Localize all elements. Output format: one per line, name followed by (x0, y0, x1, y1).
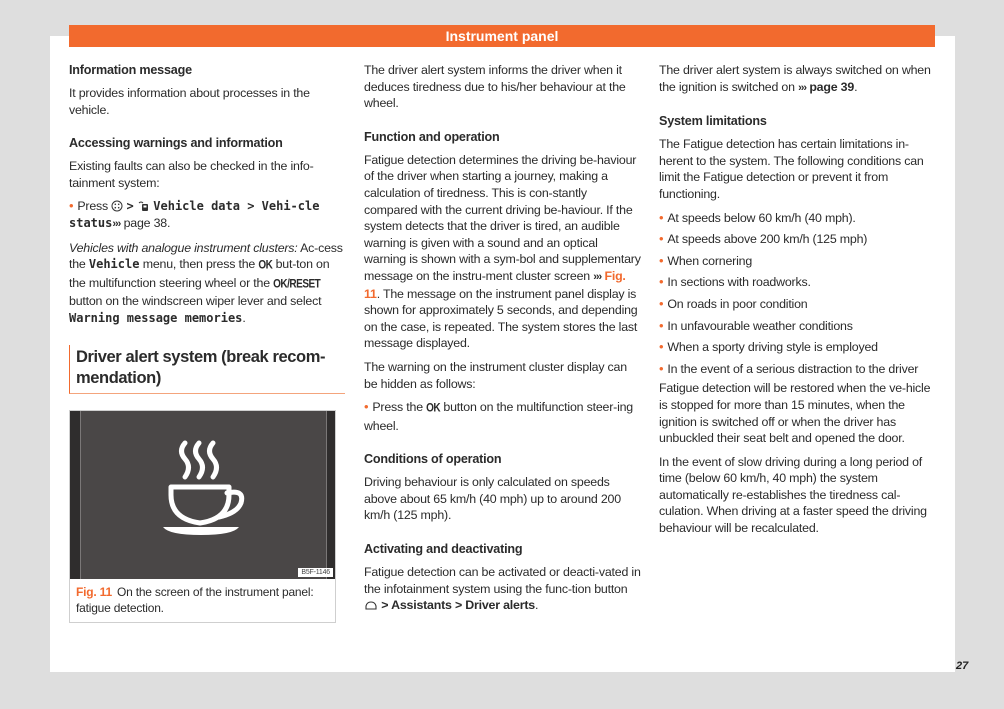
heading-information-message: Information message (69, 63, 192, 77)
figure-11 (69, 410, 336, 623)
info-text: It provides information about processes in the vehicle. (69, 86, 310, 117)
fig-11-link[interactable]: Fig. 11 (364, 268, 626, 301)
figure-code: B5F-1146 (298, 568, 333, 577)
restored-text: Fatigue detection will be restored when the ve-hicle is stopped for more than 15 minutes, when the ignition is switched off or when the driver has unbuckled their seat belt and opened the door. (659, 381, 931, 446)
assistants-path: > Assistants > Driver alerts (381, 598, 535, 613)
vehicle-icon (137, 200, 150, 212)
vehicle-data-path: Vehicle data > Vehi-cle status (69, 199, 320, 230)
instrument-screen (80, 411, 327, 579)
ok-reset-button-label: OK/RESET (273, 277, 321, 291)
list-item: • At speeds below 60 km/h (40 mph). (659, 210, 937, 227)
ok-button-label: OK (258, 258, 273, 273)
intro-text: The driver alert system informs the driver when it deduces tiredness due to his/her behaviour at the wheel. (364, 63, 626, 111)
ok-button-label: OK (426, 401, 441, 416)
page-number: 27 (956, 660, 969, 672)
figure-label: Fig. 11 (76, 584, 112, 599)
hide-instruction: • Press the OK button on the multifunction steer-ing wheel. (364, 399, 642, 434)
activating-text: Fatigue detection can be activated or deacti-vated in the infotainment system using the func-tion button > Assistants > Driver alerts. (364, 565, 641, 613)
list-item: • On roads in poor condition (659, 296, 937, 313)
car-function-icon (364, 600, 378, 611)
page-38-link[interactable]: page 38 (123, 215, 167, 230)
slow-driving-text: In the event of slow driving during a long period of time (below 60 km/h, 40 mph) the system automatically re-establishes the tiredness cal-culation. When driving at a faster speed the driving behaviour will be recalculated. (659, 454, 927, 536)
section-header: Instrument panel (69, 25, 935, 47)
list-item: • At speeds above 200 km/h (125 mph) (659, 231, 937, 248)
always-on-text: The driver alert system is always switched on when the ignition is switched on ››› page 39. (659, 63, 931, 94)
coffee-cup-icon (161, 439, 251, 537)
list-item: • When a sporty driving style is employed (659, 339, 937, 356)
page-39-link[interactable]: page 39 (809, 79, 855, 94)
column-2 (364, 62, 642, 621)
menu-icon (111, 200, 123, 212)
list-item: • When cornering (659, 253, 937, 270)
section-title-driver-alert: Driver alert system (break recom-mendation) (69, 345, 345, 394)
analogue-instructions: Vehicles with analogue instrument clusters: Ac-cess the Vehicle menu, then press the OK but-ton on the multifunction steering wheel or the OK/RESET button on the windscreen wiper lever and select Warning message memories. (69, 240, 343, 325)
heading-system-limitations: System limitations (659, 114, 767, 129)
heading-function-operation: Function and operation (364, 129, 500, 144)
figure-caption: Fig. 11 On the screen of the instrument panel: fatigue detection. (76, 584, 314, 615)
column-3 (659, 62, 937, 544)
hide-text: The warning on the instrument cluster display can be hidden as follows: (364, 359, 627, 391)
list-item: • In sections with roadworks. (659, 274, 937, 291)
heading-activating: Activating and deactivating (364, 542, 523, 557)
column-1 (69, 62, 345, 623)
heading-conditions: Conditions of operation (364, 452, 502, 467)
function-text: Fatigue detection determines the driving be-haviour of the driver when starting a journey, making a calculation of tiredness. This is con-stantly compared with the current driving be-haviour. If the system detects that the driver is tired, an audible warning is given with a sound and an optical warning is shown with a sym-bol and supplementary message on the instru-ment cluster screen ››› Fig. 11. The message on the instrument panel display is shown for approximately 5 seconds, and depending on the case, is repeated. The system stores the last message displayed. (364, 152, 641, 351)
conditions-text: Driving behaviour is only calculated on speeds above about 65 km/h (40 mph) up to around 200 km/h (125 mph). (364, 475, 621, 523)
list-item: • In the event of a serious distraction to the driver (659, 361, 937, 378)
list-item: • In unfavourable weather conditions (659, 318, 937, 335)
access-text: Existing faults can also be checked in the info-tainment system: (69, 159, 314, 190)
heading-accessing-warnings: Accessing warnings and information (69, 136, 283, 151)
press-instruction: • Press > Vehicle data > Vehi-cle status››› page 38. (69, 198, 345, 232)
limitations-text: The Fatigue detection has certain limitations in-herent to the system. The following conditions can limit the Fatigue detection or prevent it from functioning. (659, 137, 924, 201)
figure-image (70, 411, 335, 579)
